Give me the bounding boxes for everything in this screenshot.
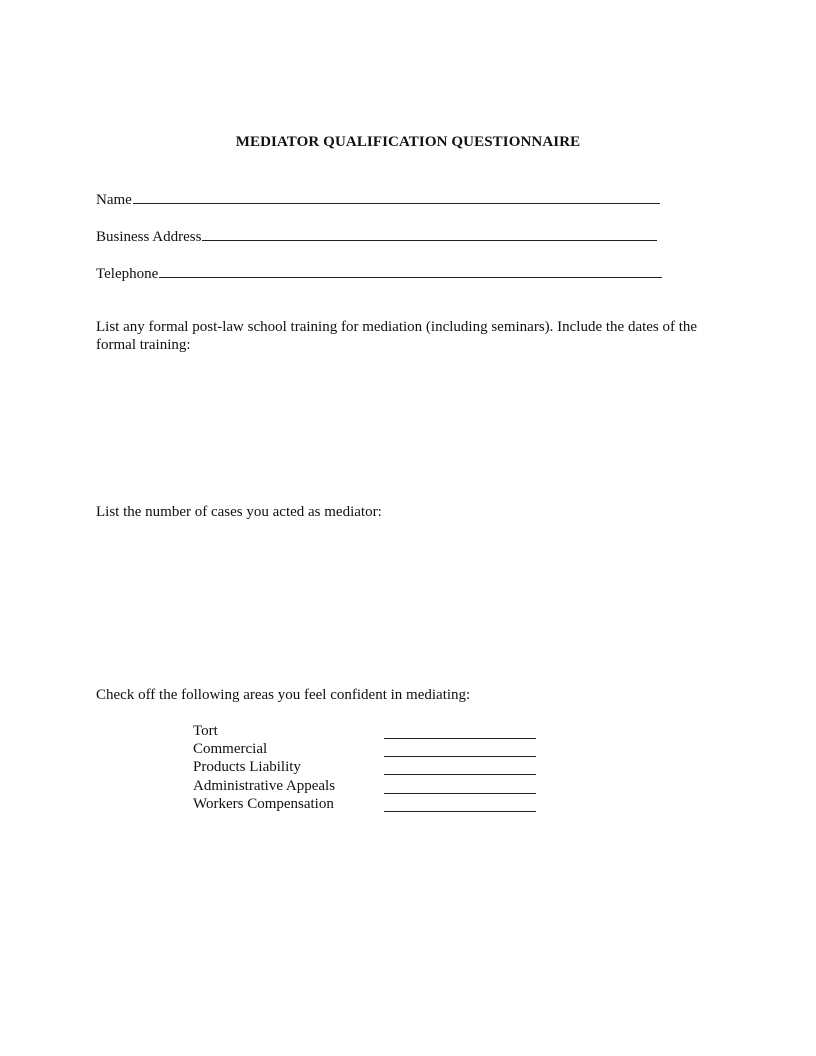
telephone-label: Telephone (96, 266, 159, 282)
business-address-field-row (96, 226, 657, 246)
area-row-products-liability (193, 759, 553, 777)
page-title: MEDIATOR QUALIFICATION QUESTIONNAIRE (235, 134, 581, 150)
telephone-input-line[interactable] (159, 263, 662, 278)
name-input-line[interactable] (133, 189, 660, 204)
area-row-administrative-appeals (193, 778, 553, 796)
area-checkoff-line[interactable] (384, 723, 536, 739)
area-label: Administrative Appeals (193, 778, 336, 794)
area-label: Commercial (193, 741, 268, 757)
training-question: List any formal post-law school training for mediation (including seminars). Include the dates of the formal training: (96, 319, 698, 353)
area-checkoff-line[interactable] (384, 796, 536, 812)
name-field-row (96, 189, 660, 209)
area-row-workers-compensation (193, 796, 553, 814)
telephone-field-row (96, 263, 662, 283)
area-label: Products Liability (193, 759, 301, 775)
area-checkoff-line[interactable] (384, 759, 536, 775)
name-label: Name (96, 192, 132, 208)
business-address-label: Business Address (96, 229, 202, 245)
area-label: Workers Compensation (193, 796, 334, 812)
area-row-commercial (193, 741, 553, 759)
area-checkoff-line[interactable] (384, 778, 536, 794)
area-checkoff-line[interactable] (384, 741, 536, 757)
business-address-input-line[interactable] (202, 226, 657, 241)
cases-question: List the number of cases you acted as mediator: (96, 504, 382, 520)
area-label: Tort (193, 723, 218, 739)
area-row-tort (193, 723, 553, 741)
areas-question: Check off the following areas you feel confident in mediating: (96, 687, 471, 703)
